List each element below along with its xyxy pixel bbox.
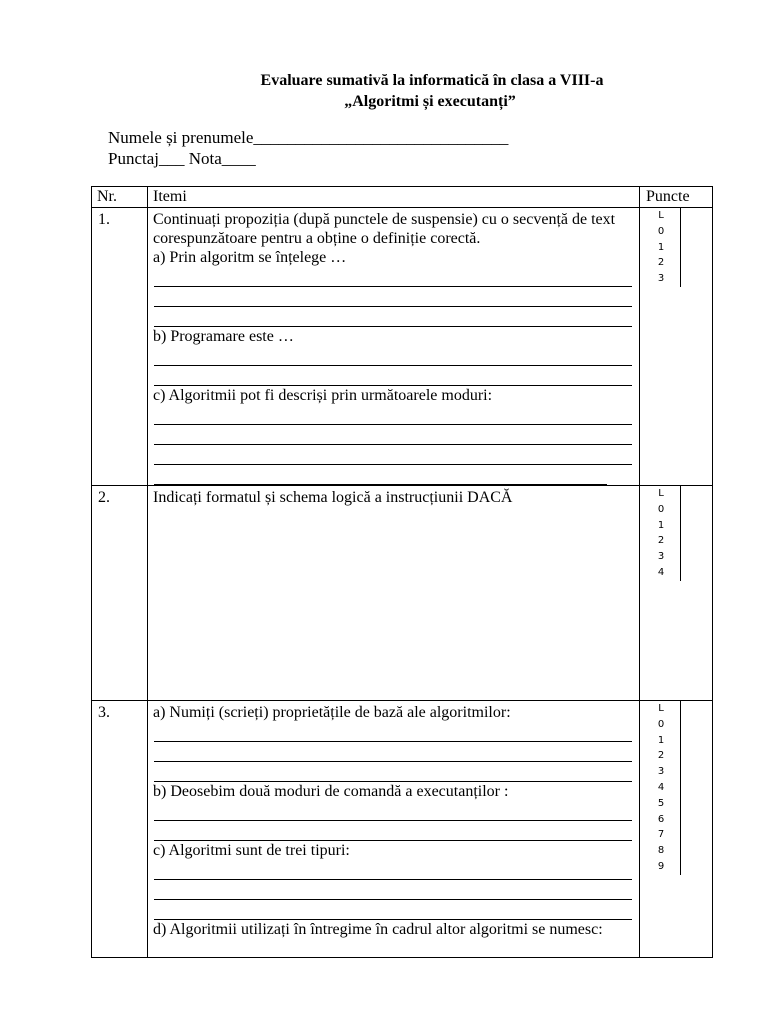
scale-value[interactable]: 4: [657, 781, 665, 793]
title-line-1: Evaluare sumativă la informatică în clasa a VIII-a: [260, 72, 604, 89]
item-content: [148, 486, 640, 701]
item-number: 1.: [92, 208, 148, 486]
scale-value[interactable]: 1: [657, 519, 665, 531]
answer-line[interactable]: [154, 405, 632, 425]
scale-value[interactable]: 3: [657, 766, 665, 778]
scale-value[interactable]: 6: [657, 813, 665, 825]
table-row: [92, 208, 713, 486]
scale-label: L: [658, 488, 664, 499]
answer-line[interactable]: [154, 307, 632, 327]
answer-line[interactable]: [154, 880, 632, 900]
scale-label: L: [658, 210, 664, 221]
student-info: [108, 127, 508, 169]
item-part: b) Deosebim două moduri de comandă a executanților :: [153, 783, 509, 800]
title-line-2: „Algoritmi și executanți”: [344, 93, 516, 110]
answer-line[interactable]: [154, 267, 632, 287]
answer-line[interactable]: [154, 346, 632, 366]
answer-line[interactable]: [154, 425, 632, 445]
points-cell: [640, 486, 713, 701]
scale-value[interactable]: 2: [657, 750, 665, 762]
header-puncte: Puncte: [640, 187, 713, 208]
item-intro: Continuați propoziția (după punctele de suspensie) cu o secvență de text corespunzătoare pentru a obține o definiție corectă.: [153, 211, 616, 247]
points-cell: [640, 701, 713, 958]
answer-line[interactable]: [154, 860, 632, 880]
table-header-row: [92, 187, 713, 208]
answer-line[interactable]: [154, 821, 632, 841]
item-content: [148, 701, 640, 958]
point-scale: [650, 701, 681, 875]
scale-value[interactable]: 0: [657, 503, 665, 515]
answer-line[interactable]: [154, 742, 632, 762]
name-field: Numele și prenumele______________________________: [108, 128, 509, 147]
answer-line[interactable]: [154, 287, 632, 307]
answer-line[interactable]: [154, 366, 632, 386]
items-table: [91, 186, 713, 958]
item-number: 3.: [92, 701, 148, 958]
item-part: b) Programare este …: [153, 328, 294, 345]
scale-value[interactable]: 0: [657, 225, 665, 237]
item-intro: Indicați formatul și schema logică a instrucțiunii DACĂ: [153, 489, 513, 506]
scale-value[interactable]: 2: [657, 535, 665, 547]
scale-value[interactable]: 5: [657, 797, 665, 809]
item-part: d) Algoritmii utilizați în întregime în cadrul altor algoritmi se numesc:: [153, 921, 603, 938]
scale-value[interactable]: 8: [657, 845, 665, 857]
scale-value[interactable]: 2: [657, 257, 665, 269]
scale-value[interactable]: 3: [657, 273, 665, 285]
answer-line[interactable]: [154, 762, 632, 782]
point-scale: [650, 208, 681, 287]
item-number: 2.: [92, 486, 148, 701]
item-part: c) Algoritmii pot fi descriși prin următoarele moduri:: [153, 387, 493, 404]
scale-value[interactable]: 9: [657, 860, 665, 872]
score-field: Punctaj___ Nota____: [108, 149, 256, 168]
item-part: a) Numiți (scrieți) proprietățile de bază ale algoritmilor:: [153, 704, 511, 721]
table-row: [92, 701, 713, 958]
answer-line[interactable]: [154, 801, 632, 821]
answer-line[interactable]: [154, 722, 632, 742]
document-title: [0, 70, 768, 112]
scale-value[interactable]: 0: [657, 718, 665, 730]
answer-line[interactable]: [154, 465, 607, 485]
scale-value[interactable]: 4: [657, 566, 665, 578]
item-content: [148, 208, 640, 486]
point-scale: [650, 486, 681, 581]
item-part: c) Algoritmi sunt de trei tipuri:: [153, 842, 350, 859]
scale-value[interactable]: 7: [657, 829, 665, 841]
table-row: [92, 486, 713, 701]
header-nr: Nr.: [92, 187, 148, 208]
scale-value[interactable]: 3: [657, 551, 665, 563]
answer-line[interactable]: [154, 900, 632, 920]
scale-value[interactable]: 1: [657, 241, 665, 253]
scale-value[interactable]: 1: [657, 734, 665, 746]
header-itemi: Itemi: [148, 187, 640, 208]
answer-line[interactable]: [154, 445, 632, 465]
scale-label: L: [658, 703, 664, 714]
points-cell: [640, 208, 713, 486]
item-part: a) Prin algoritm se înțelege …: [153, 249, 347, 266]
